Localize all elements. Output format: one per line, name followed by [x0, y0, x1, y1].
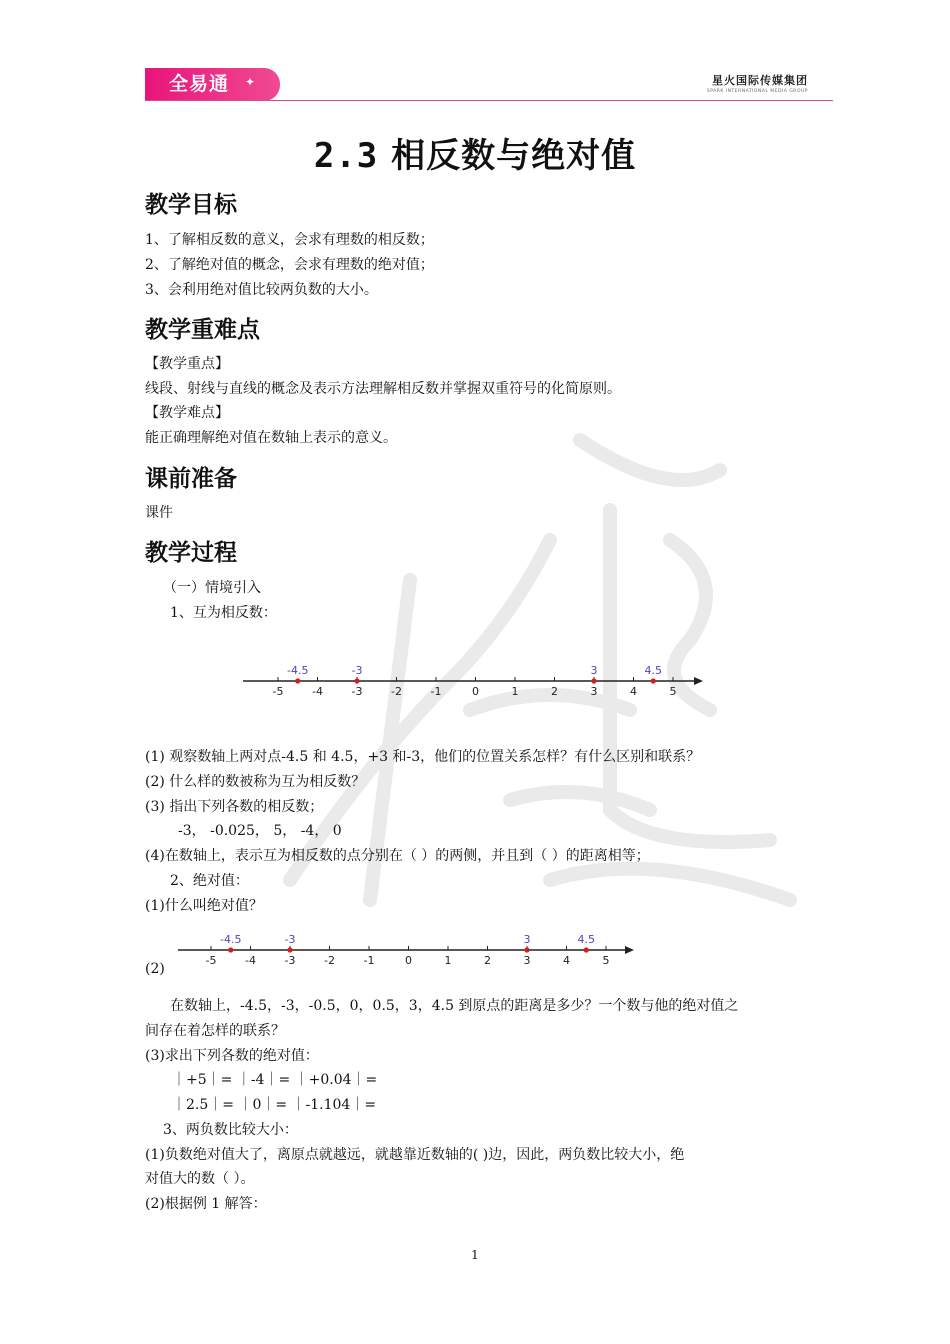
point-marker [591, 678, 596, 683]
key-point-text: 线段、射线与直线的概念及表示方法理解相反数并掌握双重符号的化简原则。 [145, 381, 621, 397]
point-label: 4.5 [577, 933, 595, 946]
tick-label: -1 [430, 685, 442, 698]
heading-goals: 教学目标 [145, 192, 237, 218]
point-label: 3 [590, 664, 598, 677]
abs-row-1: ｜+5｜= ｜-4｜= ｜+0.04｜= [172, 1072, 378, 1088]
tick-label: -5 [272, 685, 284, 698]
point-marker [295, 678, 300, 683]
brand-logo [145, 68, 280, 101]
axis-arrow-icon [625, 946, 634, 954]
point-marker [228, 947, 233, 952]
page-title [0, 128, 950, 177]
tick-label: 4 [630, 685, 637, 698]
part1-title: 1、互为相反数： [170, 605, 277, 621]
tick-label: 1 [511, 685, 519, 698]
tick-label: 4 [563, 954, 570, 967]
part2-title: 2、绝对值： [170, 873, 249, 889]
page-number: 1 [471, 1248, 479, 1262]
logo-text: 全易通 [169, 73, 230, 95]
point-label: -4.5 [287, 664, 309, 677]
intro-label: （一）情境引入 [163, 580, 261, 596]
heading-preparation: 课前准备 [145, 466, 237, 492]
tick-label: -2 [324, 954, 335, 967]
point-label: -3 [351, 664, 363, 677]
tick-label: -4 [245, 954, 256, 967]
tick-label: -1 [363, 954, 375, 967]
point-marker [524, 947, 529, 952]
tick-label: -3 [284, 954, 296, 967]
tick-label: -3 [351, 685, 363, 698]
part3-question-2: (2)根据例 1 解答： [145, 1196, 267, 1212]
tick-label: 2 [551, 685, 558, 698]
part3-title: 3、两负数比较大小： [163, 1122, 298, 1138]
publisher-brand [707, 72, 808, 94]
key-point-label: 【教学重点】 [145, 356, 229, 372]
part2-question-3: (3)求出下列各数的绝对值： [145, 1048, 319, 1064]
tick-label: -2 [391, 685, 402, 698]
tick-label: -4 [312, 685, 323, 698]
question-2: (2) 什么样的数被称为互为相反数？ [145, 774, 366, 790]
tick-label: 5 [669, 685, 677, 698]
tick-label: -5 [205, 954, 217, 967]
difficulty-label: 【教学难点】 [145, 405, 229, 421]
point-label: -4.5 [220, 933, 242, 946]
sparkle-icon: ✦ [244, 75, 256, 89]
goal-item: 1、了解相反数的意义，会求有理数的相反数； [145, 232, 434, 248]
tick-label: 3 [590, 685, 598, 698]
publisher-name-en: SPARK INTERNATIONAL MEDIA GROUP [706, 89, 808, 94]
point-marker [584, 947, 589, 952]
title-text: 相反数与绝对值 [391, 136, 637, 176]
tick-label: 3 [523, 954, 531, 967]
question-3: (3) 指出下列各数的相反数； [145, 799, 324, 815]
question-4: (4)在数轴上，表示互为相反数的点分别在（ ）的两侧，并且到（ ）的距离相等； [145, 848, 650, 864]
part2-question-2-text-a: 在数轴上，-4.5，-3，-0.5，0，0.5，3，4.5 到原点的距离是多少？一个数与他的绝对值之 [170, 998, 739, 1014]
point-marker [287, 947, 292, 952]
question-3-values: -3， -0.025， 5， -4， 0 [178, 823, 342, 839]
header-divider [145, 100, 833, 101]
point-label: -3 [284, 933, 296, 946]
number-line-2 [172, 926, 642, 976]
axis-arrow-icon [694, 677, 703, 685]
tick-label: 0 [472, 685, 479, 698]
heading-process: 教学过程 [145, 540, 237, 566]
abs-row-2: ｜2.5｜= ｜0｜= ｜-1.104｜= [172, 1097, 377, 1113]
publisher-name-cn: 星火国际传媒集团 [712, 74, 808, 87]
preparation-text: 课件 [145, 505, 173, 521]
part3-question-1-b: 对值大的数（ ）。 [145, 1171, 255, 1187]
point-marker [354, 678, 359, 683]
difficulty-text: 能正确理解绝对值在数轴上表示的意义。 [145, 430, 397, 446]
section-number: 2.3 [313, 136, 379, 176]
tick-label: 0 [405, 954, 412, 967]
point-label: 4.5 [644, 664, 662, 677]
tick-label: 2 [484, 954, 491, 967]
part3-question-1-a: (1)负数绝对值大了，离原点就越远，就越靠近数轴的( )边，因此，两负数比较大小，绝 [145, 1147, 685, 1163]
goal-item: 3、会利用绝对值比较两负数的大小。 [145, 282, 378, 298]
part2-question-2-text-b: 间存在着怎样的联系？ [145, 1023, 285, 1039]
point-marker [651, 678, 656, 683]
question-1: (1) 观察数轴上两对点-4.5 和 4.5，+3 和-3，他们的位置关系怎样？有什么区别和联系？ [145, 749, 701, 765]
part2-question-2-label: (2) [145, 961, 165, 977]
tick-label: 5 [602, 954, 610, 967]
goal-item: 2、了解绝对值的概念，会求有理数的绝对值； [145, 257, 434, 273]
point-label: 3 [523, 933, 531, 946]
tick-label: 1 [444, 954, 452, 967]
heading-key-points: 教学重难点 [145, 317, 260, 343]
part2-question-1: (1)什么叫绝对值？ [145, 898, 263, 914]
number-line-1 [240, 655, 710, 705]
